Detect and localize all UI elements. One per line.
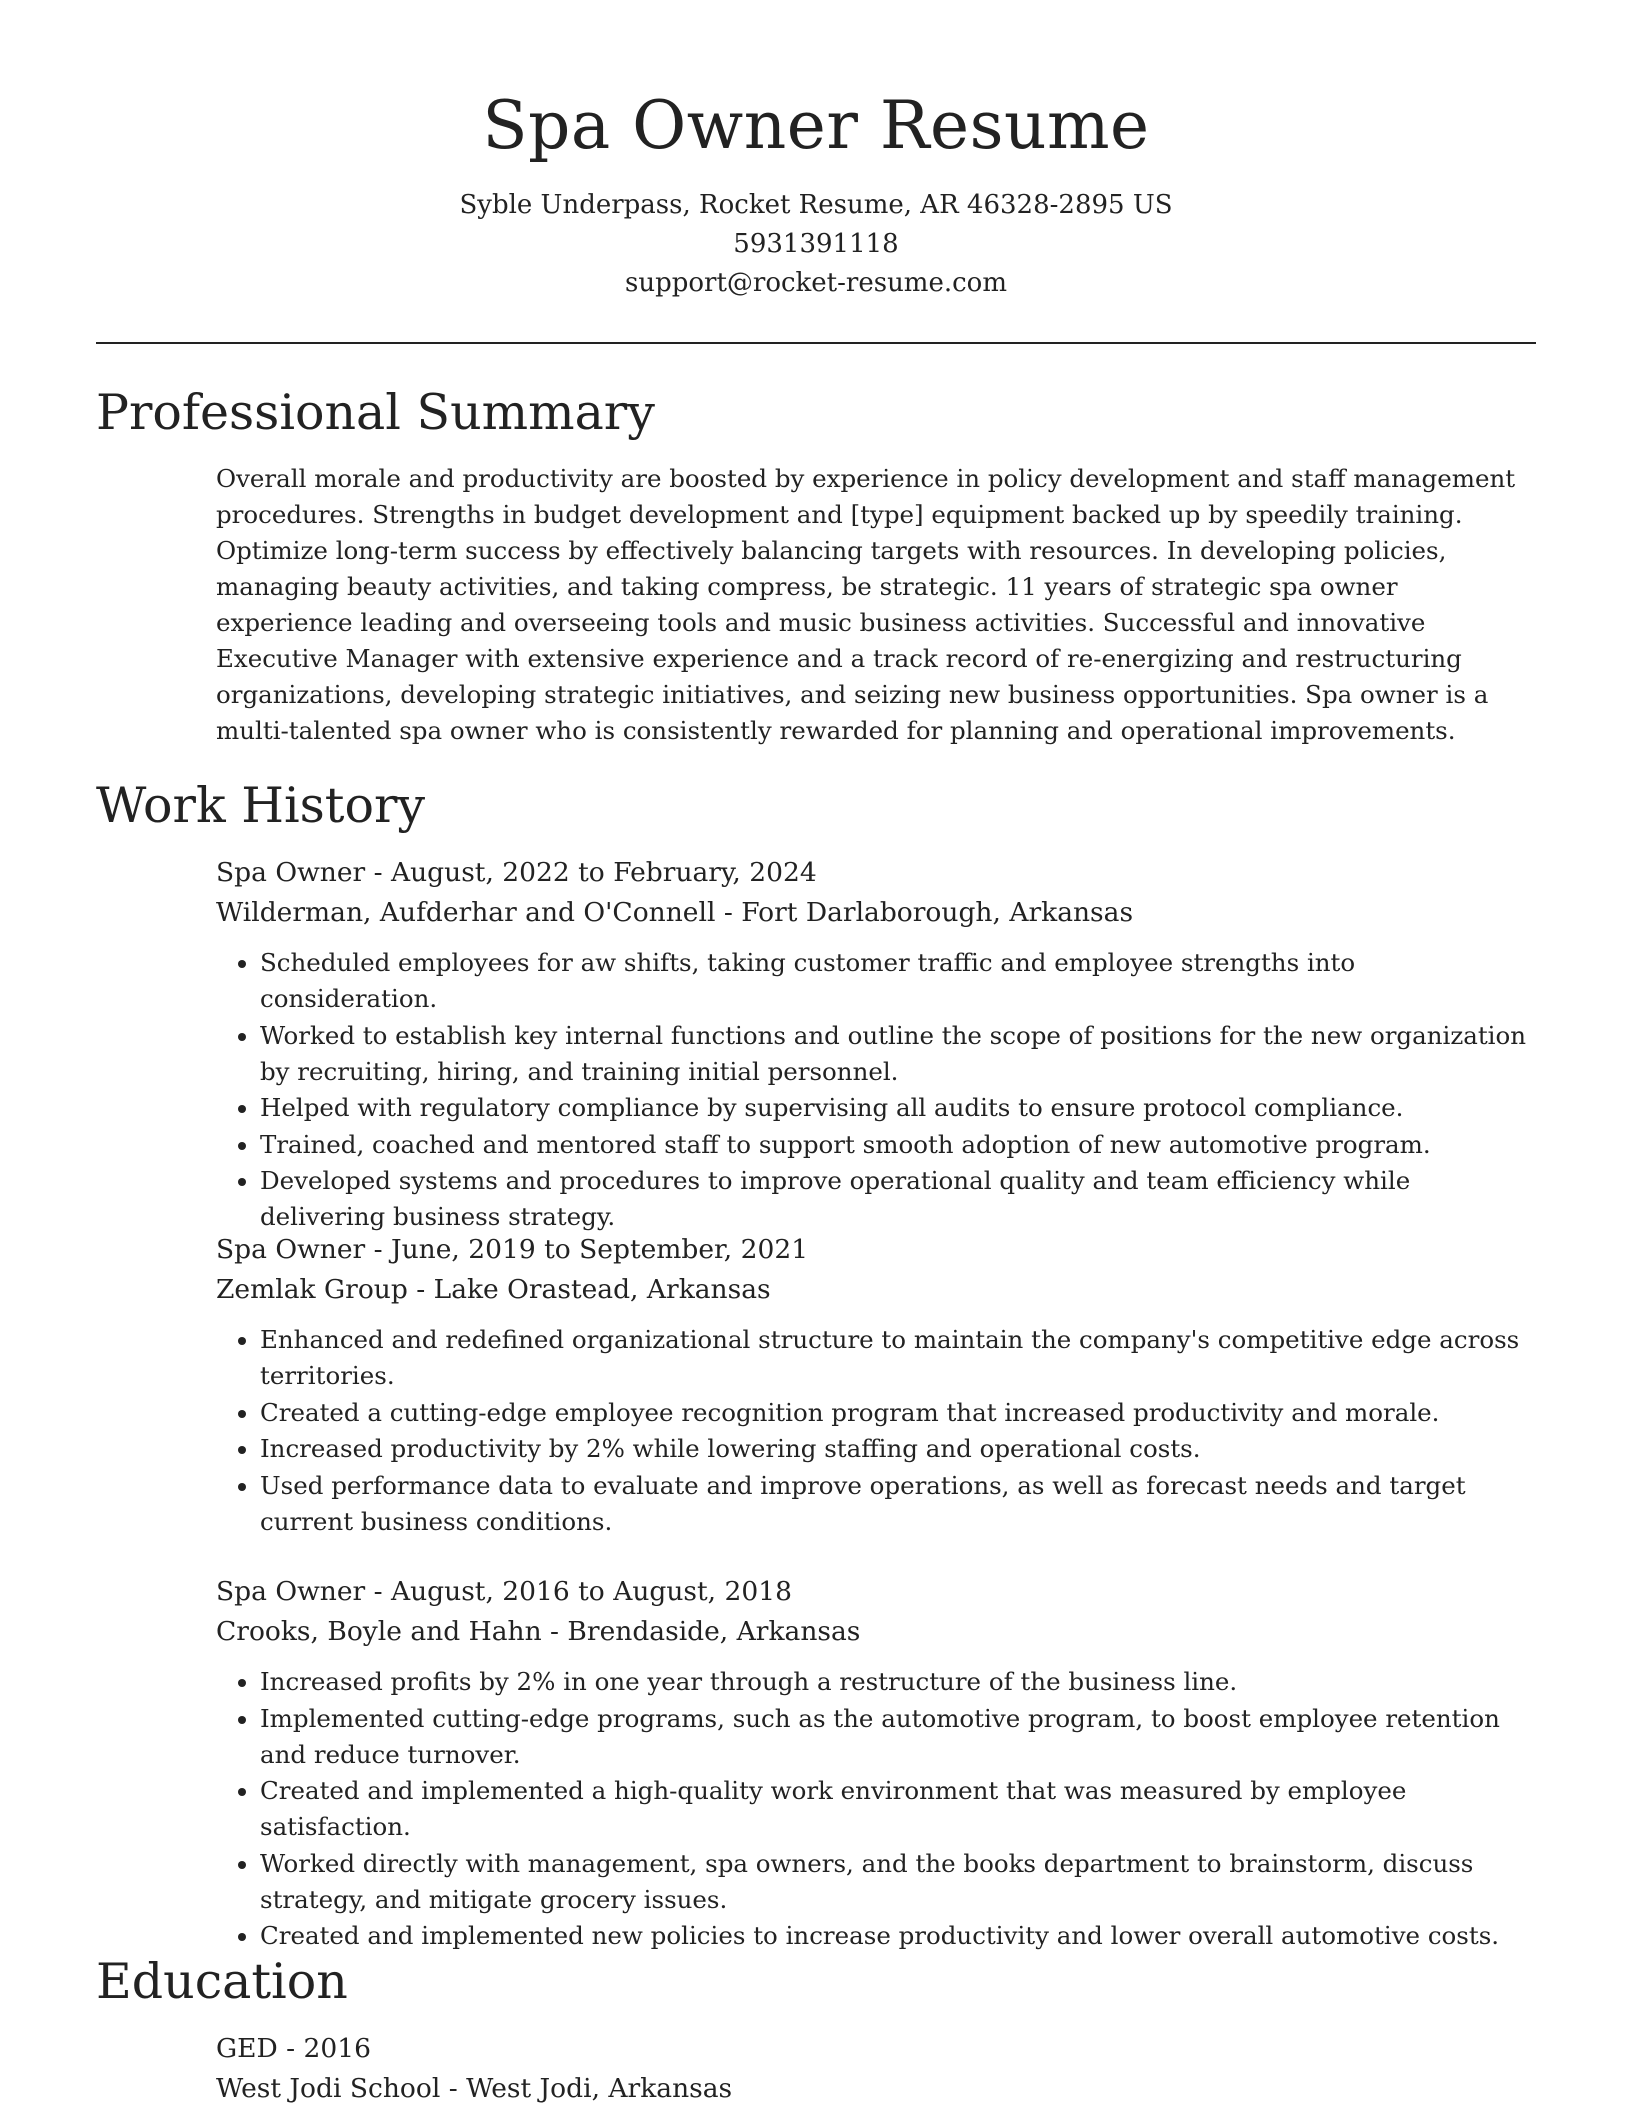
resume-header [96, 78, 1536, 303]
job-bullet-list [216, 945, 1536, 1235]
list-item: • Worked directly with management, spa owners, and the books department to brainstorm, discuss strategy, and mitigate grocery issues. [260, 1846, 1536, 1918]
job-title-dates: Spa Owner - August, 2016 to August, 2018 [216, 1576, 792, 1607]
job-entry [216, 1230, 1536, 1540]
list-item: • Created a cutting-edge employee recognition program that increased productivity and morale. [260, 1395, 1536, 1431]
job-title-dates: Spa Owner - August, 2022 to February, 2024 [216, 857, 817, 888]
list-item: • Implemented cutting-edge programs, such as the automotive program, to boost employee retention and reduce turnover. [260, 1701, 1536, 1773]
job-bullet-list [216, 1664, 1536, 1954]
summary-heading: Professional Summary [96, 384, 655, 441]
education-degree: GED - 2016 [216, 2033, 372, 2064]
contact-phone: 5931391118 [733, 229, 899, 259]
job-entry [216, 853, 1536, 1236]
job-title-dates: Spa Owner - June, 2019 to September, 2021 [216, 1234, 809, 1265]
education-heading: Education [96, 1953, 348, 2010]
list-item: • Worked to establish key internal functions and outline the scope of positions for the new organization by recruiting, hiring, and training initial personnel. [260, 1018, 1536, 1090]
list-item: • Scheduled employees for aw shifts, taking customer traffic and employee strengths into consideration. [260, 945, 1536, 1017]
list-item: • Helped with regulatory compliance by supervising all audits to ensure protocol compliance. [260, 1090, 1536, 1126]
list-item: • Trained, coached and mentored staff to support smooth adoption of new automotive program. [260, 1127, 1536, 1163]
list-item: • Developed systems and procedures to improve operational quality and team efficiency while delivering business strategy. [260, 1163, 1536, 1235]
job-company-location: Zemlak Group - Lake Orastead, Arkansas [216, 1274, 771, 1305]
list-item: • Created and implemented new policies to increase productivity and lower overall automotive costs. [260, 1918, 1536, 1954]
job-entry [216, 1572, 1536, 1955]
contact-address: Syble Underpass, Rocket Resume, AR 46328-2895 US [459, 190, 1173, 220]
list-item: • Created and implemented a high-quality work environment that was measured by employee satisfaction. [260, 1773, 1536, 1845]
list-item: • Increased profits by 2% in one year through a restructure of the business line. [260, 1664, 1536, 1700]
list-item: • Used performance data to evaluate and improve operations, as well as forecast needs and target current business conditions. [260, 1468, 1536, 1540]
list-item: • Increased productivity by 2% while lowering staffing and operational costs. [260, 1431, 1536, 1467]
job-company-location: Crooks, Boyle and Hahn - Brendaside, Arkansas [216, 1616, 861, 1647]
education-school: West Jodi School - West Jodi, Arkansas [216, 2073, 733, 2104]
page-title: Spa Owner Resume [482, 87, 1150, 164]
list-item: • Enhanced and redefined organizational structure to maintain the company's competitive edge across territories. [260, 1322, 1536, 1394]
job-company-location: Wilderman, Aufderhar and O'Connell - Fort Darlaborough, Arkansas [216, 897, 1134, 928]
education-entry [216, 2029, 1536, 2109]
contact-email: support@rocket-resume.com [624, 268, 1007, 298]
header-divider [96, 342, 1536, 344]
job-bullet-list [216, 1322, 1536, 1540]
work-history-heading: Work History [96, 777, 426, 834]
summary-text: Overall morale and productivity are boosted by experience in policy development and staff management procedures. Strengths in budget development and [type] equipment backed up by speedily training. Optimize long-term success by effectively balancing targets with resources. In developing policies, managing beauty activities, and taking compress, be strategic. 11 years of strategic spa owner experience leading and overseeing tools and music business activities. Successful and innovative Executive Manager with extensive experience and a track record of re-energizing and restructuring organizations, developing strategic initiatives, and seizing new business opportunities. Spa owner is a multi-talented spa owner who is consistently rewarded for planning and operational improvements. [216, 464, 1516, 745]
